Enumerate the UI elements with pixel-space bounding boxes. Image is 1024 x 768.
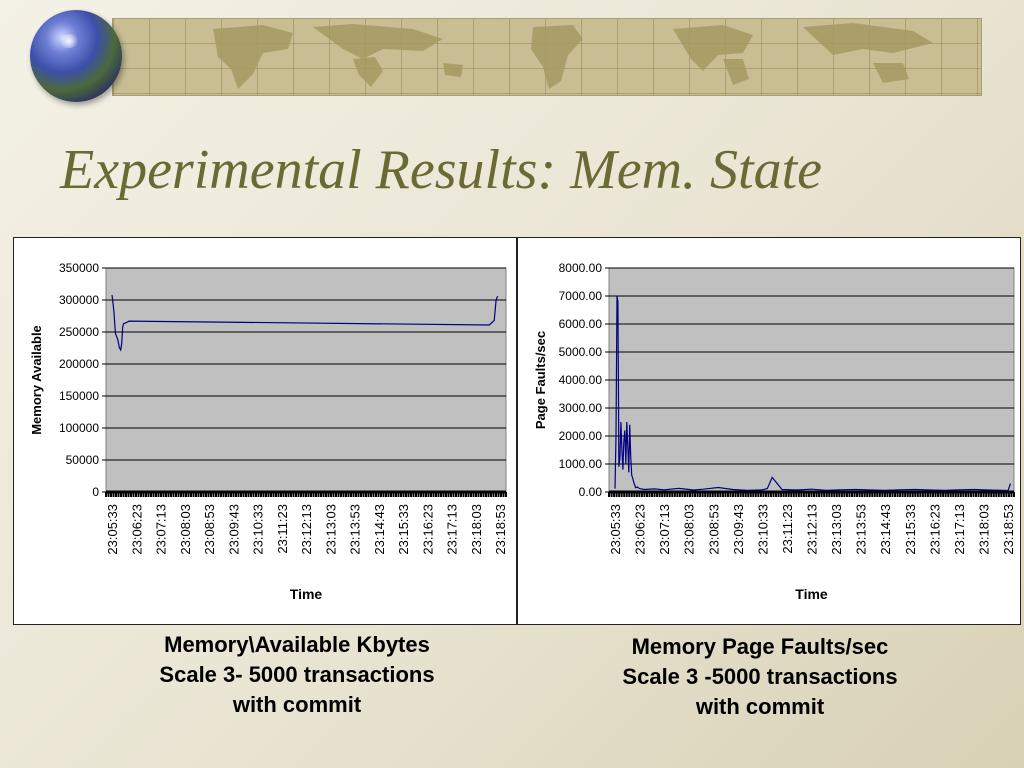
x-tick-label: 23:12:13 (299, 504, 314, 555)
x-tick-label: 23:06:23 (129, 504, 145, 555)
plot-area (106, 268, 506, 492)
x-tick-label: 23:08:53 (202, 504, 217, 555)
y-tick-label: 350000 (58, 261, 99, 275)
x-tick-label: 23:16:23 (927, 504, 943, 555)
y-tick-label: 0 (92, 485, 99, 499)
x-tick-label: 23:09:43 (730, 504, 746, 555)
y-axis-title: Memory Available (29, 325, 44, 435)
x-tick-label: 23:15:33 (396, 504, 411, 555)
x-tick-label: 23:08:03 (681, 504, 697, 555)
x-tick-label: 23:18:03 (468, 504, 484, 555)
x-tick-label: 23:08:53 (706, 504, 722, 555)
x-tick-label: 23:05:33 (608, 504, 623, 555)
y-tick-label: 0.00 (578, 485, 602, 499)
memory-available-caption (127, 630, 467, 720)
x-tick-label: 23:18:53 (493, 504, 508, 555)
x-tick-label: 23:13:53 (347, 504, 363, 555)
x-tick-label: 23:13:03 (323, 504, 339, 555)
slide-title: Experimental Results: Mem. State (60, 139, 823, 201)
page-faults-chart-panel (517, 237, 1021, 625)
x-tick-label: 23:10:33 (250, 504, 266, 555)
x-tick-label: 23:07:13 (657, 504, 673, 555)
x-tick-label: 23:18:53 (1001, 504, 1016, 555)
x-tick-label: 23:10:33 (755, 504, 771, 555)
x-tick-label: 23:11:23 (779, 504, 795, 554)
x-tick-label: 23:13:03 (829, 504, 845, 555)
y-tick-label: 100000 (58, 421, 99, 435)
x-tick-label: 23:06:23 (632, 504, 648, 555)
y-tick-label: 4000.00 (558, 373, 602, 387)
caption-line: Memory Page Faults/sec (631, 634, 889, 659)
x-tick-label: 23:13:53 (853, 504, 869, 555)
caption-line: Scale 3- 5000 transactions (159, 662, 435, 687)
x-tick-label: 23:07:13 (153, 504, 169, 555)
y-tick-label: 200000 (58, 357, 99, 371)
y-tick-label: 8000.00 (558, 261, 602, 275)
y-tick-label: 1000.00 (558, 457, 602, 471)
memory-available-chart (14, 238, 516, 624)
y-tick-label: 50000 (65, 453, 99, 467)
x-tick-label: 23:14:43 (371, 504, 387, 555)
memory-available-chart-panel (13, 237, 517, 625)
x-tick-label: 23:11:23 (274, 504, 290, 554)
caption-line: Memory\Available Kbytes (164, 632, 430, 657)
globe-logo-icon (30, 10, 122, 102)
x-axis-title: Time (795, 586, 828, 602)
y-tick-label: 300000 (58, 293, 99, 307)
page-faults-chart (518, 238, 1020, 624)
world-map-illustration (113, 19, 981, 95)
x-tick-label: 23:14:43 (878, 504, 894, 555)
y-tick-label: 6000.00 (558, 317, 602, 331)
x-tick-label: 23:12:13 (804, 504, 820, 555)
x-tick-label: 23:15:33 (902, 504, 918, 555)
caption-line: with commit (695, 694, 825, 719)
x-tick-label: 23:18:03 (976, 504, 992, 555)
y-tick-label: 3000.00 (558, 401, 602, 415)
page-faults-caption (590, 632, 930, 722)
y-tick-label: 7000.00 (558, 289, 602, 303)
y-tick-label: 2000.00 (558, 429, 602, 443)
y-tick-label: 5000.00 (558, 345, 602, 359)
x-axis-title: Time (289, 586, 323, 602)
x-tick-label: 23:08:03 (177, 504, 193, 555)
caption-line: Scale 3 -5000 transactions (622, 664, 898, 689)
x-tick-label: 23:05:33 (105, 504, 120, 555)
x-tick-label: 23:16:23 (420, 504, 436, 555)
globe-highlight (58, 34, 80, 48)
x-tick-label: 23:17:13 (444, 504, 460, 555)
x-tick-label: 23:17:13 (951, 504, 967, 555)
x-tick-label: 23:09:43 (226, 504, 242, 555)
header-map-banner (112, 18, 982, 96)
y-axis-title: Page Faults/sec (533, 330, 548, 430)
y-tick-label: 250000 (58, 325, 99, 339)
y-tick-label: 150000 (58, 389, 99, 403)
caption-line: with commit (232, 692, 362, 717)
